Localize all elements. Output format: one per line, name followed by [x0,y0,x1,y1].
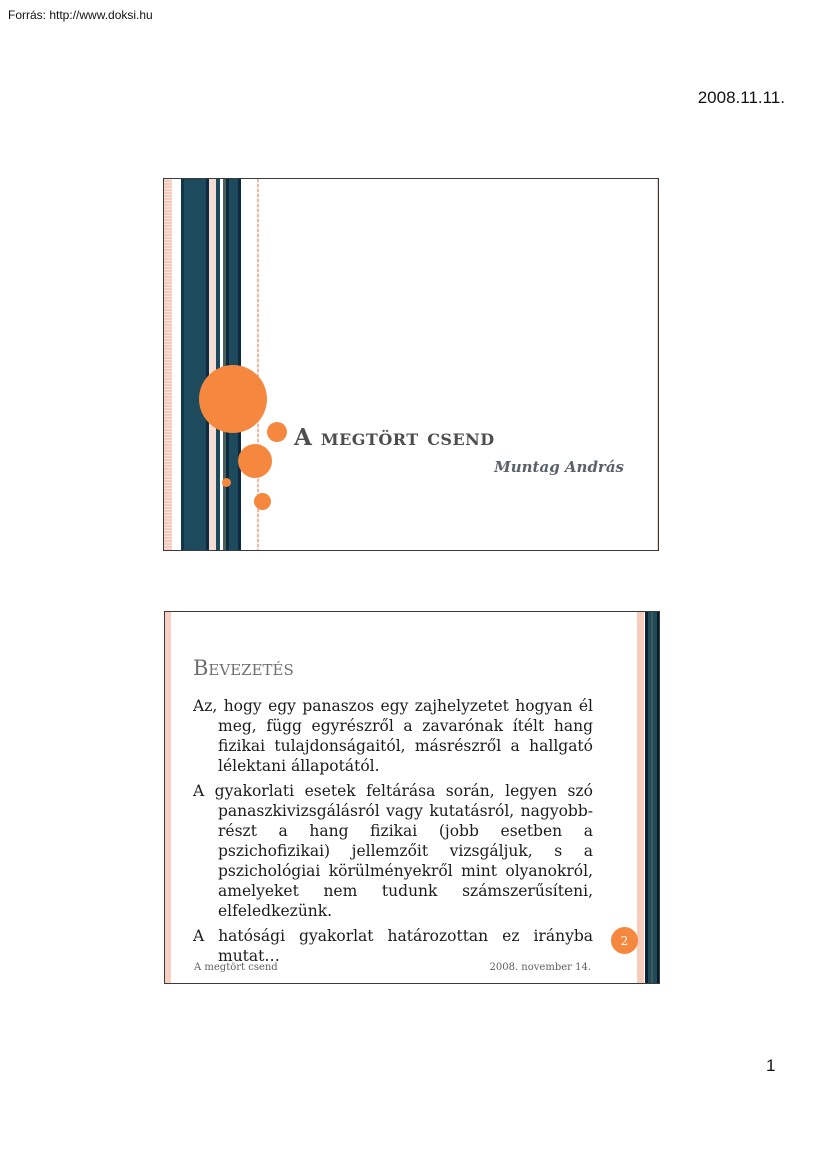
slide-footer [194,962,591,973]
orange-dot [222,478,231,487]
slide-body [193,656,593,971]
footer-date: 2008. november 14. [489,962,591,973]
slide-number: 2 [620,933,629,948]
orange-circle-bottom [254,493,271,510]
orange-circle-large [199,365,267,433]
right-stripe-band [637,612,659,983]
title-block [294,424,624,476]
page-number: 1 [766,1056,776,1075]
stripe-dot-texture [164,179,172,550]
source-note: Forrás: http://www.doksi.hu [8,8,153,22]
slide-number-badge [611,927,638,954]
body-paragraph: A gyakorlati esetek feltárása során, legyen szó panaszkivizsgálásról vagy kutatásról, nagyobb-részt a hang fizikai (jobb esetben a pszichofizikai) jellemzőit vizsgáljuk, s a pszichológiai körülményekről mint olyanokról, amelyeket nem tudunk számszerűsíteni, elfeledkezünk. [193,782,593,920]
left-pink-stripe [165,612,171,983]
slide-2 [164,611,660,984]
body-paragraph: A hatósági gyakorlat határozottan ez irányba mutat… [193,927,593,965]
right-pink-line [657,179,658,550]
slide-heading: Bevezetés [193,656,294,680]
date-header: 2008.11.11. [697,88,785,107]
slide-author: Muntag András [494,458,624,476]
slide-1 [163,178,659,551]
orange-circle-medium [238,444,272,478]
footer-title: A megtört csend [194,962,278,973]
body-paragraph: Az, hogy egy panaszos egy zajhelyzetet hogyan él meg, függ egyrészről a zavarónak ítélt hang fizikai tulajdonságaitól, másrészről a hallgató lélektani állapotától. [193,697,593,775]
orange-circle-small-right [267,422,287,442]
slide-title: A megtört csend [294,424,495,451]
